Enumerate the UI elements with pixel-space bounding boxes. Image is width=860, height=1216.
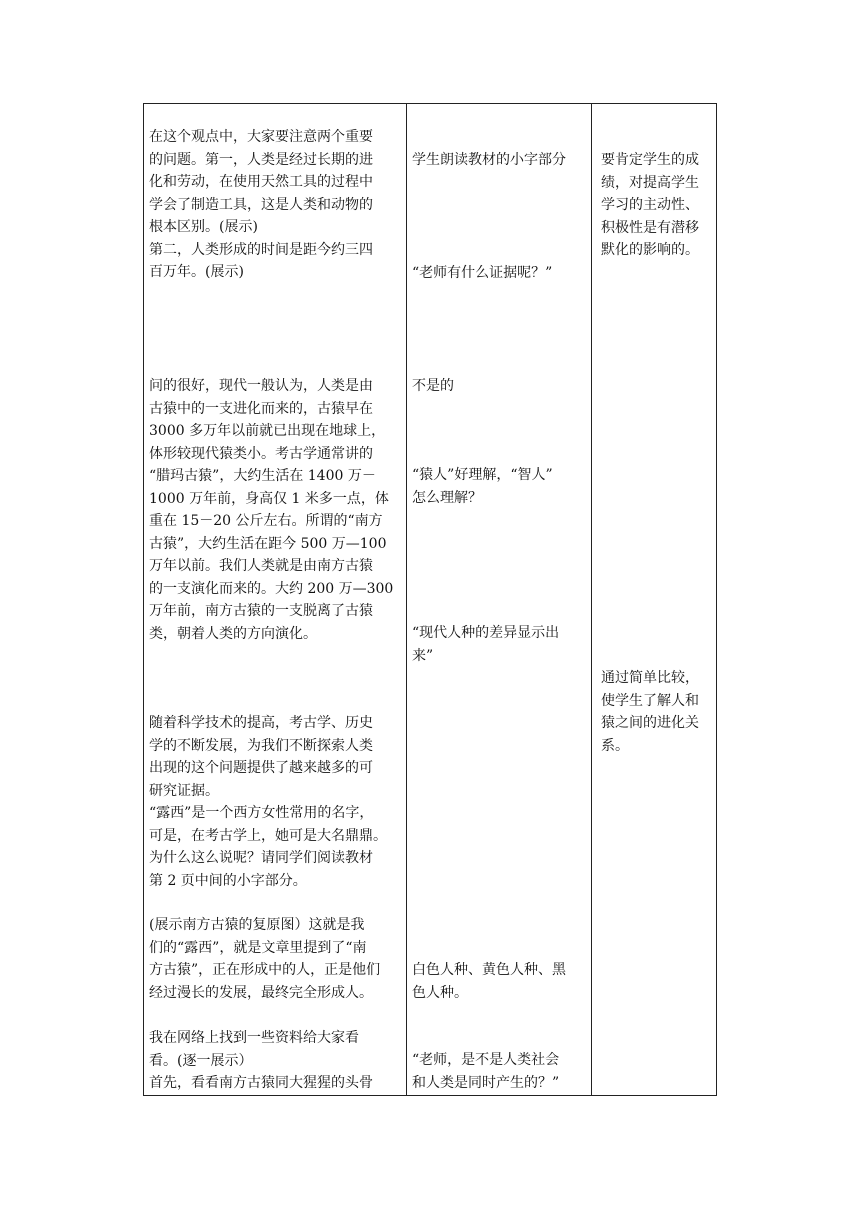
teacher-text-evidence: 随着科学技术的提高，考古学、历史 学的不断发展，为我们不断探索人类 出现的这个问题提供了越来越多的可 研究证据。 “露西”是一个西方女性常用的名字， 可是，在考古学上，她可是大名鼎鼎。 为什么这么说呢？请同学们阅读教材 第 2 页中间的小字部分。 bbox=[149, 715, 387, 889]
student-text-read: 学生朗读教材的小字部分 bbox=[412, 152, 566, 168]
column-divider bbox=[406, 104, 407, 1095]
student-text-society-question: “老师，是不是人类社会 和人类是同时产生的？” bbox=[412, 1052, 560, 1091]
teacher-text-ape-evolution: 问的很好，现代一般认为，人类是由 古猿中的一支进化而来的，古猿早在 3000 多万年以前就已出现在地球上， 体形较现代猿类小。考古学通常讲的 “腊玛古猿”，大约生活在 1400 万－ 1000 万年前，身高仅 1 米多一点，体 重在 15－20 公斤左右。所谓的“南方 古猿”，大约生活在距今 500 万—100 万年以前。我们人类就是由南方古猿 的一支演化而来的。大约 200 万—300 万年前，南方古猿的一支脱离了古猿 类，朝着人类的方向演化。 bbox=[149, 378, 394, 642]
lesson-plan-table bbox=[143, 103, 717, 1096]
teacher-text-materials: 我在网络上找到一些资料给大家看 看。(逐一展示） 首先，看看南方古猿同大猩猩的头骨 bbox=[149, 1030, 373, 1091]
student-text-ape-man: “猿人”好理解，“智人” 怎么理解？ bbox=[412, 467, 553, 506]
teacher-text-viewpoint: 在这个观点中，大家要注意两个重要 的问题。第一，人类是经过长期的进 化和劳动，在使用天然工具的过程中 学会了制造工具，这是人类和动物的 根本区别。(展示) 第二，人类形成的时间是距今约三四 百万年。(展示) bbox=[149, 129, 373, 280]
student-text-question: “老师有什么证据呢？” bbox=[412, 265, 553, 281]
intent-text-affirm: 要肯定学生的成 绩，对提高学生 学习的主动性、 积极性是有潜移 默化的影响的。 bbox=[601, 152, 699, 258]
intent-text-compare: 通过简单比较， 使学生了解人和 猿之间的进化关 系。 bbox=[601, 670, 699, 754]
student-text-no: 不是的 bbox=[412, 378, 454, 394]
student-text-races: “现代人种的差异显示出 来” bbox=[412, 625, 560, 664]
column-divider bbox=[591, 104, 592, 1095]
student-text-race-names: 白色人种、黄色人种、黑 色人种。 bbox=[412, 962, 566, 1001]
teacher-text-lucy: (展示南方古猿的复原图）这就是我 们的“露西”，就是文章里提到了“南 方古猿”，正在形成中的人，正是他们 经过漫长的发展，最终完全形成人。 bbox=[149, 917, 381, 1001]
